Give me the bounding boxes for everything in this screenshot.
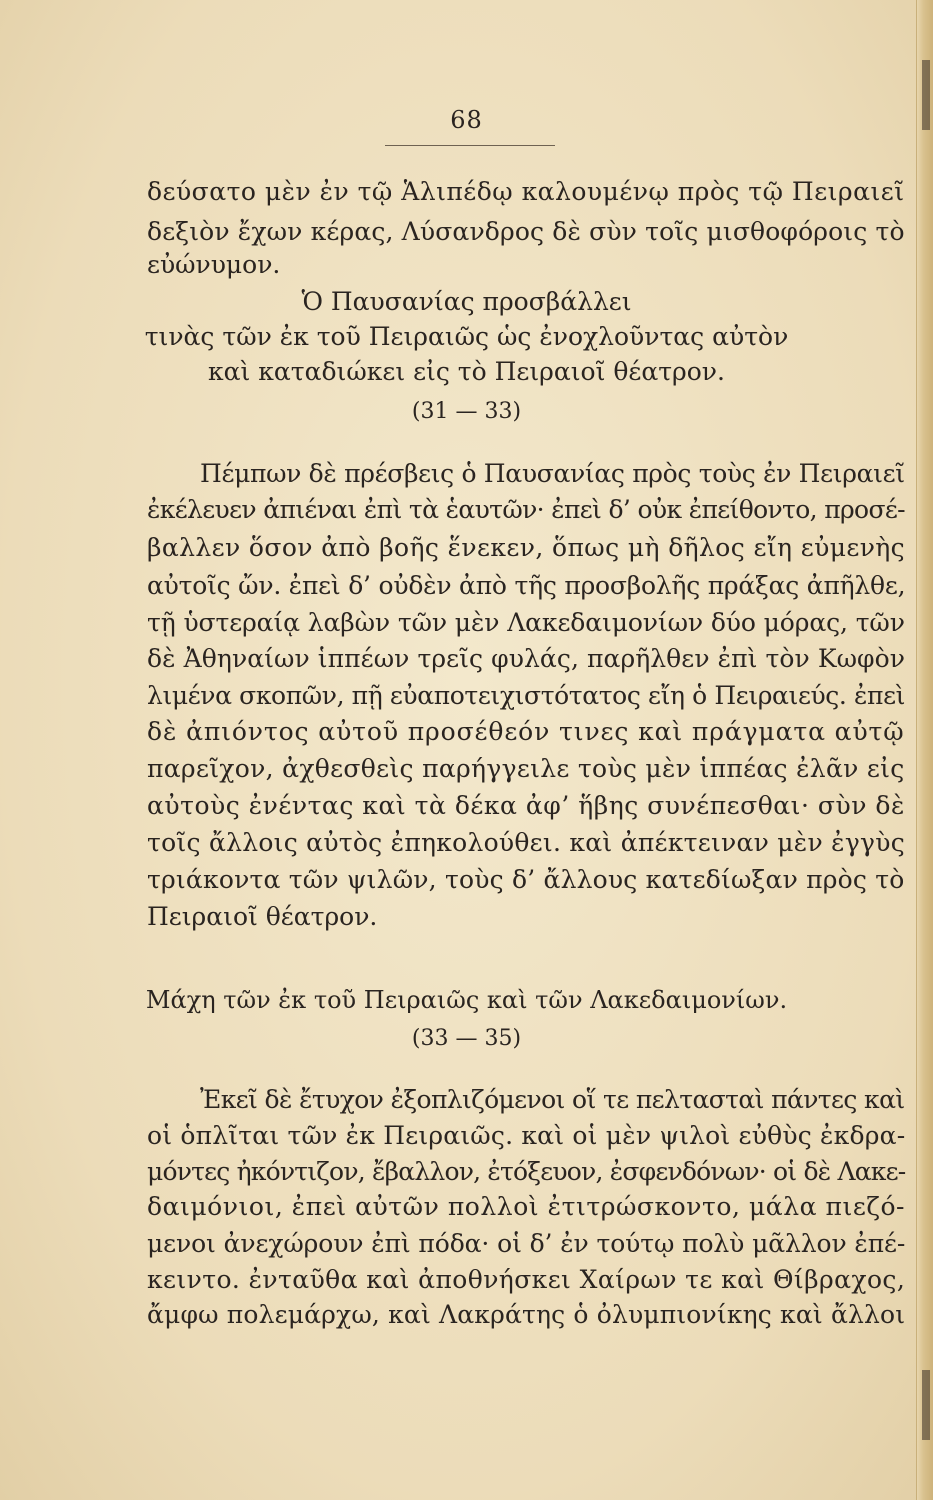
text-line: μενοι ἀνεχώρουν ἐπὶ πόδα· οἱ δ’ ἐν τούτῳ πολὺ μᾶλλον ἐπέ-	[147, 1229, 906, 1258]
section-reference: (31 — 33)	[411, 399, 522, 424]
text-line: εὐώνυμον.	[147, 250, 281, 279]
summary-line: τινὰς τῶν ἐκ τοῦ Πειραιῶς ὡς ἐνοχλοῦντας αὐτὸν	[144, 322, 789, 351]
text-line: βαλλεν ὅσον ἀπὸ βοῆς ἕνεκεν, ὅπως μὴ δῆλος εἴη εὐμενὴς	[147, 533, 906, 562]
summary-line: Ὁ Παυσανίας προσβάλλει	[301, 287, 632, 316]
text-line: μόντες ἠκόντιζον, ἔβαλλον, ἐτόξευον, ἐσφενδόνων· οἱ δὲ Λακε-	[147, 1157, 906, 1186]
text-line: Πέμπων δὲ πρέσβεις ὁ Παυσανίας πρὸς τοὺς ἐν Πειραιεῖ	[200, 459, 905, 488]
edge-mark	[922, 1370, 930, 1440]
text-line: ἐκέλευεν ἀπιέναι ἐπὶ τὰ ἑαυτῶν· ἐπεὶ δ’ οὐκ ἐπείθοντο, προσέ-	[147, 495, 905, 524]
text-line: τοῖς ἄλλοις αὐτὸς ἐπηκολούθει. καὶ ἀπέκτειναν μὲν ἐγγὺς	[147, 828, 905, 857]
section-reference: (33 — 35)	[411, 1026, 522, 1051]
text-line: δὲ ἀπιόντος αὐτοῦ προσέθεόν τινες καὶ πράγματα αὐτῷ	[147, 717, 905, 746]
text-line: οἱ ὁπλῖται τῶν ἐκ Πειραιῶς. καὶ οἱ μὲν ψιλοὶ εὐθὺς ἐκδρα-	[147, 1121, 906, 1150]
text-line: δεξιὸν ἔχων κέρας, Λύσανδρος δὲ σὺν τοῖς μισθοφόροις τὸ	[147, 217, 905, 246]
text-line: κειντο. ἐνταῦθα καὶ ἀποθνήσκει Χαίρων τε καὶ Θίβραχος,	[147, 1265, 906, 1294]
text-line: παρεῖχον, ἀχθεσθεὶς παρήγγειλε τοὺς μὲν ἱππέας ἐλᾶν εἰς	[147, 754, 905, 783]
text-line: τριάκοντα τῶν ψιλῶν, τοὺς δ’ ἄλλους κατεδίωξαν πρὸς τὸ	[147, 865, 905, 894]
text-line: τῇ ὑστεραίᾳ λαβὼν τῶν μὲν Λακεδαιμονίων δύο μόρας, τῶν	[147, 608, 905, 637]
text-line: αὐτοὺς ἐνέντας καὶ τὰ δέκα ἀφ’ ἥβης συνέπεσθαι· σὺν δὲ	[147, 791, 905, 820]
page-number-rule	[385, 145, 555, 146]
text-line: αὐτοῖς ὤν. ἐπεὶ δ’ οὐδὲν ἀπὸ τῆς προσβολῆς πράξας ἀπῆλθε,	[147, 571, 906, 600]
summary-line: καὶ καταδιώκει εἰς τὸ Πειραιοῖ θέατρον.	[208, 357, 725, 386]
text-line: δεύσατο μὲν ἐν τῷ Ἁλιπέδῳ καλουμένῳ πρὸς τῷ Πειραιεῖ	[147, 177, 905, 206]
text-line: δαιμόνιοι, ἐπεὶ αὐτῶν πολλοὶ ἐτιτρώσκοντο, μάλα πιεζό-	[147, 1192, 906, 1221]
text-line: Ἐκεῖ δὲ ἔτυχον ἐξοπλιζόμενοι οἵ τε πελτασταὶ πάντες καὶ	[200, 1085, 905, 1114]
page-edge	[916, 0, 933, 1500]
page-number: 68	[450, 106, 483, 134]
text-line: ἄμφω πολεμάρχω, καὶ Λακράτης ὁ ὀλυμπιονίκης καὶ ἄλλοι	[147, 1300, 906, 1329]
text-line: λιμένα σκοπῶν, πῇ εὐαποτειχιστότατος εἴη ὁ Πειραιεύς. ἐπεὶ	[147, 681, 906, 710]
text-line: δὲ Ἀθηναίων ἱππέων τρεῖς φυλάς, παρῆλθεν ἐπὶ τὸν Κωφὸν	[147, 644, 906, 673]
text-line: Πειραιοῖ θέατρον.	[147, 902, 378, 931]
section-heading: Μάχη τῶν ἐκ τοῦ Πειραιῶς καὶ τῶν Λακεδαιμονίων.	[145, 986, 788, 1014]
